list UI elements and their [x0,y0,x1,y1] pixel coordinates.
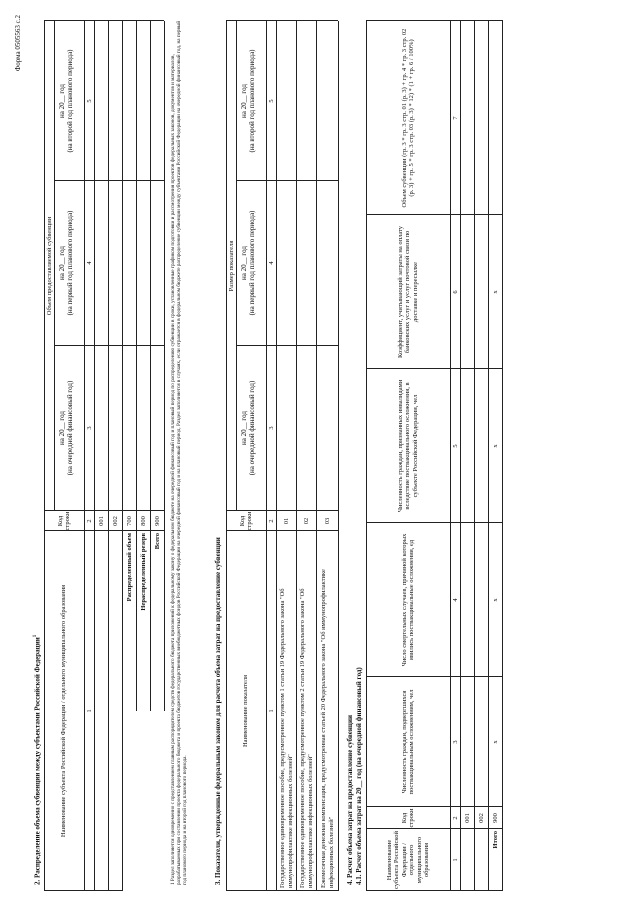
t3-row-2-name: Государственное единовременное пособие, предусмотренное пунктом 2 статьи 19 Федерального закона "Об иммунопрофилактике инфекционных болезней" [299,588,314,888]
section-4-1-title: 4.1. Расчет объема затрат на 20__ год (на очередной финансовый год) [355,667,363,885]
t2-total-code: 900 [153,516,161,526]
t4-total-x-3: x [491,740,499,744]
t4-num-6: 6 [451,290,459,294]
t2-year3-label: на 20__ год [58,84,66,118]
t3-num-4: 4 [267,261,275,265]
t3-year2-label: на 20__ год [240,246,248,280]
table-4 [366,21,506,891]
t4-code-001: 001 [463,813,471,823]
t4-total-label: Итого [491,831,499,849]
footnote: 1 Раздел заполняется одновременно с представлением главным распорядителем средств федерального бюджета приложений к федеральному закону о федеральном бюджете на очередной финансовый год и плановый период по распределению субвенции в сроки, установленные графиком подготовки и рассмотрения проектов федеральных законов, документов и материалов, разрабатываемых при составлении проекта федерального бюджета и проекта бюджетов государственных внебюджетных фондов Российской Федерации на очередной финансовый год и на плановый период. Раздел заполняется в случаях, если отражается в федеральном бюджете распределение субвенции между субъектами Российской Федерации на очередной финансовый год, на первый год планового периода и на второй год планового периода. [170,20,188,885]
t4-total-code: 900 [491,813,499,823]
t2-header-name: Наименование субъекта Российской Федерации / отдельного муниципального образования [60,584,68,838]
t2-code-002: 002 [111,516,119,526]
t4-total-x-5: x [491,444,499,448]
section-2-title [32,285,41,885]
t3-num-5: 5 [267,99,275,103]
t2-dist-label: Распределенный объем [125,533,133,602]
t4-header-7: Объем субвенции (гр. 3 * гр. 3 стр. 01 (р. 3) + гр. 4 * гр. 3 стр. 02 (р. 3) + гр. 5 * гр. 3 стр. 03 (р. 3) * 12) * (1 + гр. 6 / 100%) [400,28,415,208]
t3-year3-sub: (на второй год планового периода) [248,49,256,153]
t2-year3-sub: (на второй год планового периода) [66,49,74,153]
t4-num-1: 1 [451,858,459,862]
t4-num-4: 4 [451,598,459,602]
t2-dist-code: 700 [125,516,133,526]
t3-row-1-name: Государственное единовременное пособие, предусмотренное пунктом 1 статьи 19 Федерального закона "Об иммунопрофилактике инфекционных болезней" [279,588,294,888]
t4-header-4: Число смертельных случаев, причиной которых явились поствакцинальные осложнения, ед [400,533,415,667]
t4-num-2: 2 [451,816,459,820]
t2-num-3: 3 [85,426,93,430]
t2-num-1: 1 [85,709,93,713]
t2-total-label: Всего [153,533,161,550]
t2-year2-sub: (на первый год планового периода) [66,210,74,316]
t2-reserve-code: 800 [139,516,147,526]
t3-header-code: Код строки [238,512,253,530]
t2-num-4: 4 [85,261,93,265]
t2-num-5: 5 [85,99,93,103]
t3-row-1-code: 01 [282,517,290,525]
t3-year1-sub: (на очередной финансовый год) [248,380,256,476]
t3-row-3-name: Ежемесячная денежная компенсация, предусмотренная статьей 20 Федерального закона "Об иммунопрофилактике инфекционных болезней" [320,569,335,888]
t2-year1 [58,347,74,509]
t2-year3 [58,23,74,179]
t3-row-3-code: 03 [323,517,331,525]
t4-num-7: 7 [451,116,459,120]
t3-num-3: 3 [267,426,275,430]
t4-header-6: Коэффициент, учитывающий затраты на оплату банковских услуг и услуг почтовой связи по доставке и пересылке [396,225,419,359]
t2-year1-label: на 20__ год [58,411,66,445]
t4-total-x-4: x [491,598,499,602]
section-2-title-text: 2. Распределение объема субвенции между субъектами Российской Федерации [33,637,42,885]
t2-year2-label: на 20__ год [58,246,66,280]
t4-num-5: 5 [451,444,459,448]
t4-code-002: 002 [477,813,485,823]
t2-num-2: 2 [85,519,93,523]
section-4-title: 4. Расчет объема затрат на предоставление субвенции [346,714,354,885]
t3-row-2-code: 02 [302,517,310,525]
t2-year1-sub: (на очередной финансовый год) [66,380,74,476]
t2-code-001: 001 [97,516,105,526]
t3-year1 [240,347,256,509]
t4-total-x-6: x [491,290,499,294]
t3-year1-label: на 20__ год [240,411,248,445]
t3-year3-label: на 20__ год [240,84,248,118]
t4-header-1: Наименование субъекта Российской Федерации / отдельного муниципального образования [385,831,430,889]
t2-group-header: Объем предоставляемой субвенции [45,216,53,316]
table-3 [226,21,338,891]
t3-num-2: 2 [267,519,275,523]
t3-header-name: Наименование показателя [242,674,250,748]
t4-header-5: Численность граждан, признанных инвалидами вследствие поствакцинального осложнения, в субъекте Российской Федерации, чел [396,379,419,513]
t3-year2 [240,182,256,344]
t4-header-3: Численность граждан, подвергшихся поствакцинальным осложнениям, чел [400,689,415,795]
t3-year2-sub: (на первый год планового периода) [248,210,256,316]
t2-year2 [58,182,74,344]
t2-reserve-label: Нераспределенный резерв [139,533,147,611]
t4-num-3: 3 [451,740,459,744]
t2-header-code: Код строки [56,512,71,530]
form-label: Форма 0505563 с.2 [14,15,22,72]
t3-group-header: Размер показателя [227,240,235,292]
section-3-title: 3. Показатели, утвержденные федеральным законом для расчета объема затрат на предоставление субвенции [214,537,222,885]
t3-year3 [240,23,256,179]
section-2-title-sup: 1 [33,634,38,638]
t3-num-1: 1 [267,709,275,713]
t4-header-2: Код строки [400,808,415,828]
